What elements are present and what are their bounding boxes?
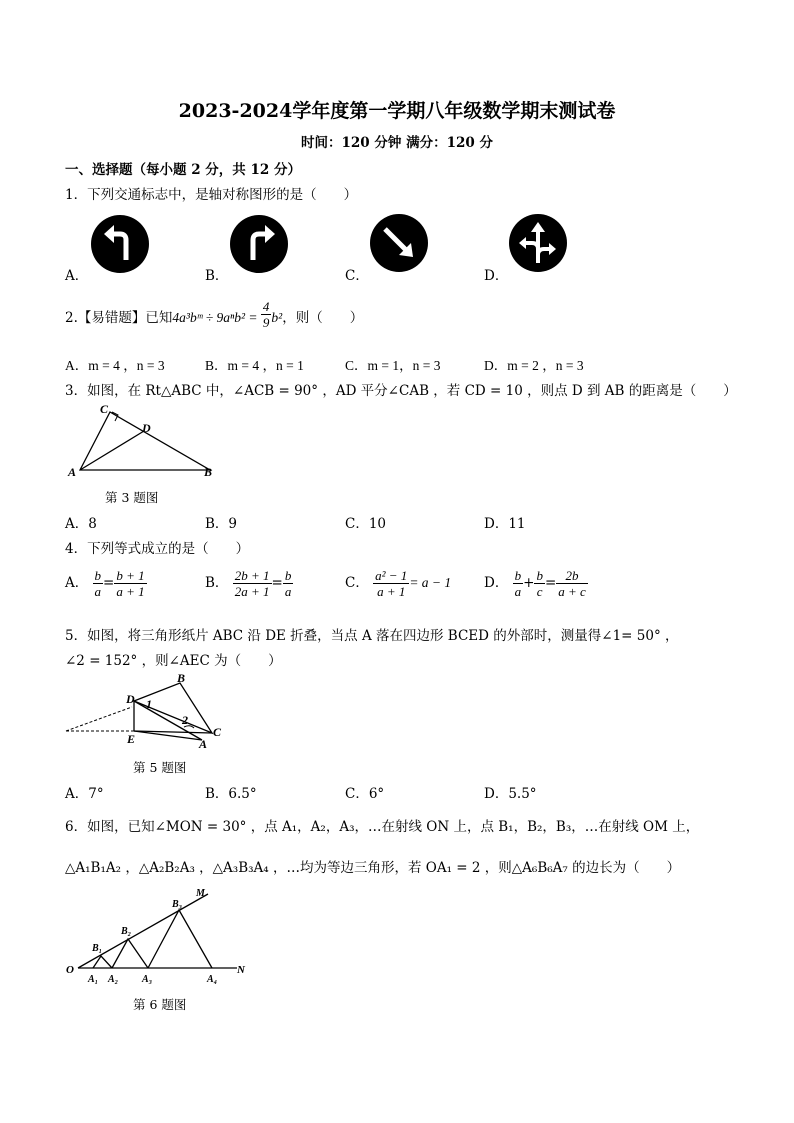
q3-label-a: A	[68, 465, 77, 479]
question-6-line1: 6．如图，已知∠MON = 30° ，点 A₁，A₂，A₃，…在射线 ON 上，点 B₁，B₂，B₃，…在射线 OM 上，	[65, 819, 700, 835]
exam-title: 2023-2024学年度第一学期八年级数学期末测试卷	[178, 100, 616, 122]
q4-b-rden: a	[284, 584, 292, 599]
q6-label-n: N	[237, 964, 245, 976]
turn-left-arrow-icon	[90, 214, 150, 274]
q4-b-lnum: 2b + 1	[234, 568, 270, 583]
q3-label-b: B	[204, 465, 213, 479]
q6-label-m: M	[196, 888, 205, 899]
down-right-arrow-icon	[369, 213, 429, 273]
q5-label-1: 1	[146, 697, 152, 711]
q2-frac-denominator: 9	[262, 315, 270, 330]
question-5-line1: 5．如图，将三角形纸片 ABC 沿 DE 折叠，当点 A 落在四边形 BCED 的外部时，测量得∠1= 50° ，	[65, 628, 679, 644]
q2-fraction	[261, 299, 272, 330]
q6-label-b3: B₃	[172, 899, 183, 910]
q3-option-b: B．9	[205, 516, 238, 532]
question-2-stem	[65, 299, 364, 330]
q6-label-a2: A₂	[108, 974, 119, 985]
q5-label-e: E	[127, 732, 136, 746]
q6-caption: 第 6 题图	[133, 997, 187, 1012]
q4-a-lden: a	[94, 584, 102, 599]
q1-option-d: D．	[484, 268, 509, 284]
q3-option-c: C．10	[345, 516, 387, 532]
q5-option-d: D．5.5°	[484, 786, 537, 802]
q4-d-rden: c	[536, 584, 543, 599]
q2-option-c: C．m = 1，n = 3	[345, 358, 441, 373]
section-heading: 一、选择题（每小题 2 分，共 12 分）	[65, 162, 301, 178]
question-6-line2: △A₁B₁A₂ ，△A₂B₂A₃ ，△A₃B₃A₄ ，…均为等边三角形，若 OA₁ = 2 ，则△A₆B₆A₇ 的边长为（ ）	[65, 860, 681, 876]
q4-option-a: A． $\frac{b}{a}$ = $\frac{b + 1}{a + 1}$	[65, 568, 145, 599]
q6-label-b2: B₂	[121, 926, 132, 937]
turn-right-arrow-icon	[229, 214, 289, 274]
exam-subtitle: 时间：120 分钟 满分：120 分	[301, 135, 493, 151]
q2-expression: 4a³bᵐ ÷ 9aⁿb² =	[172, 310, 261, 325]
q5-option-b: B．6.5°	[205, 786, 257, 802]
q1-option-b: B．	[205, 268, 229, 284]
q4-b-lden: 2a + 1	[234, 584, 270, 599]
q4-c-tail: = a − 1	[409, 575, 452, 590]
q6-label-a3: A₃	[142, 974, 153, 985]
q4-c-label: C．	[345, 575, 369, 591]
q4-c-lden: a + 1	[377, 584, 406, 599]
q4-option-c	[345, 568, 451, 599]
q4-d-label: D．	[484, 575, 509, 591]
q5-label-d: D	[126, 692, 135, 706]
q2-option-a: A．m = 4 ，n = 3	[65, 358, 165, 373]
q3-label-d: D	[142, 421, 151, 435]
q5-option-c: C．6°	[345, 786, 385, 802]
q5-caption: 第 5 题图	[133, 760, 187, 775]
q5-figure	[62, 668, 232, 750]
q5-label-2: 2	[182, 713, 188, 727]
q3-option-a: A．8	[65, 516, 97, 532]
q4-d-rnum: b	[536, 568, 543, 583]
question-4-stem: 4．下列等式成立的是（ ）	[65, 541, 250, 557]
q4-a-label: A．	[65, 575, 89, 591]
q4-b-label: B．	[205, 575, 229, 591]
q2-option-b: B．m = 4 ，n = 1	[205, 358, 304, 373]
q3-caption: 第 3 题图	[105, 490, 159, 505]
question-3-stem: 3．如图，在 Rt△ABC 中，∠ACB = 90° ，AD 平分∠CAB ，若 CD = 10 ，则点 D 到 AB 的距离是（ ）	[65, 383, 737, 399]
q4-c-lnum: a² − 1	[375, 568, 408, 583]
q5-label-c: C	[213, 725, 222, 739]
q5-label-b: B	[177, 671, 186, 685]
q2-frac-numerator: 4	[262, 299, 270, 314]
q4-d-rhs-den: a + c	[558, 584, 586, 599]
q4-b-rnum: b	[284, 568, 292, 583]
q6-figure	[62, 886, 252, 992]
q6-label-a4: A₄	[207, 974, 218, 985]
q1-option-a: A．	[65, 268, 89, 284]
q2-prefix: 2.【易错题】已知	[65, 310, 173, 326]
q3-option-d: D．11	[484, 516, 526, 532]
q4-d-lden: a	[514, 584, 522, 599]
question-5-line2: ∠2 = 152° ，则∠AEC 为（ ）	[65, 653, 282, 669]
question-1-stem: 1．下列交通标志中，是轴对称图形的是（ ）	[65, 187, 358, 203]
q4-a-rden: a + 1	[116, 584, 145, 599]
q6-label-o: O	[66, 964, 74, 976]
q4-a-rnum: b + 1	[116, 568, 145, 583]
q3-label-c: C	[100, 402, 109, 416]
q4-option-b: B． $\frac{2b + 1}{2a + 1}$ = $\frac{b}{a}$	[205, 568, 292, 599]
split-arrow-icon	[508, 213, 568, 273]
q4-a-lnum: b	[94, 568, 102, 583]
q5-option-a: A．7°	[65, 786, 104, 802]
q1-option-c: C．	[345, 268, 369, 284]
q4-d-rhs-num: 2b	[556, 568, 588, 584]
q3-figure	[62, 400, 222, 480]
q5-label-a: A	[199, 737, 208, 750]
q4-option-d: D． $\frac{b}{a}$ + $\frac{b}{c}$ = $\frac{2b}{a + c}$	[484, 568, 586, 599]
q6-label-a1: A₁	[88, 974, 99, 985]
q2-expression-tail: b²	[271, 310, 283, 325]
q6-label-b1: B₁	[92, 943, 103, 954]
q2-suffix: ，则（ ）	[282, 310, 364, 326]
q2-option-d: D．m = 2 ，n = 3	[484, 358, 584, 373]
q4-d-lnum: b	[514, 568, 522, 583]
